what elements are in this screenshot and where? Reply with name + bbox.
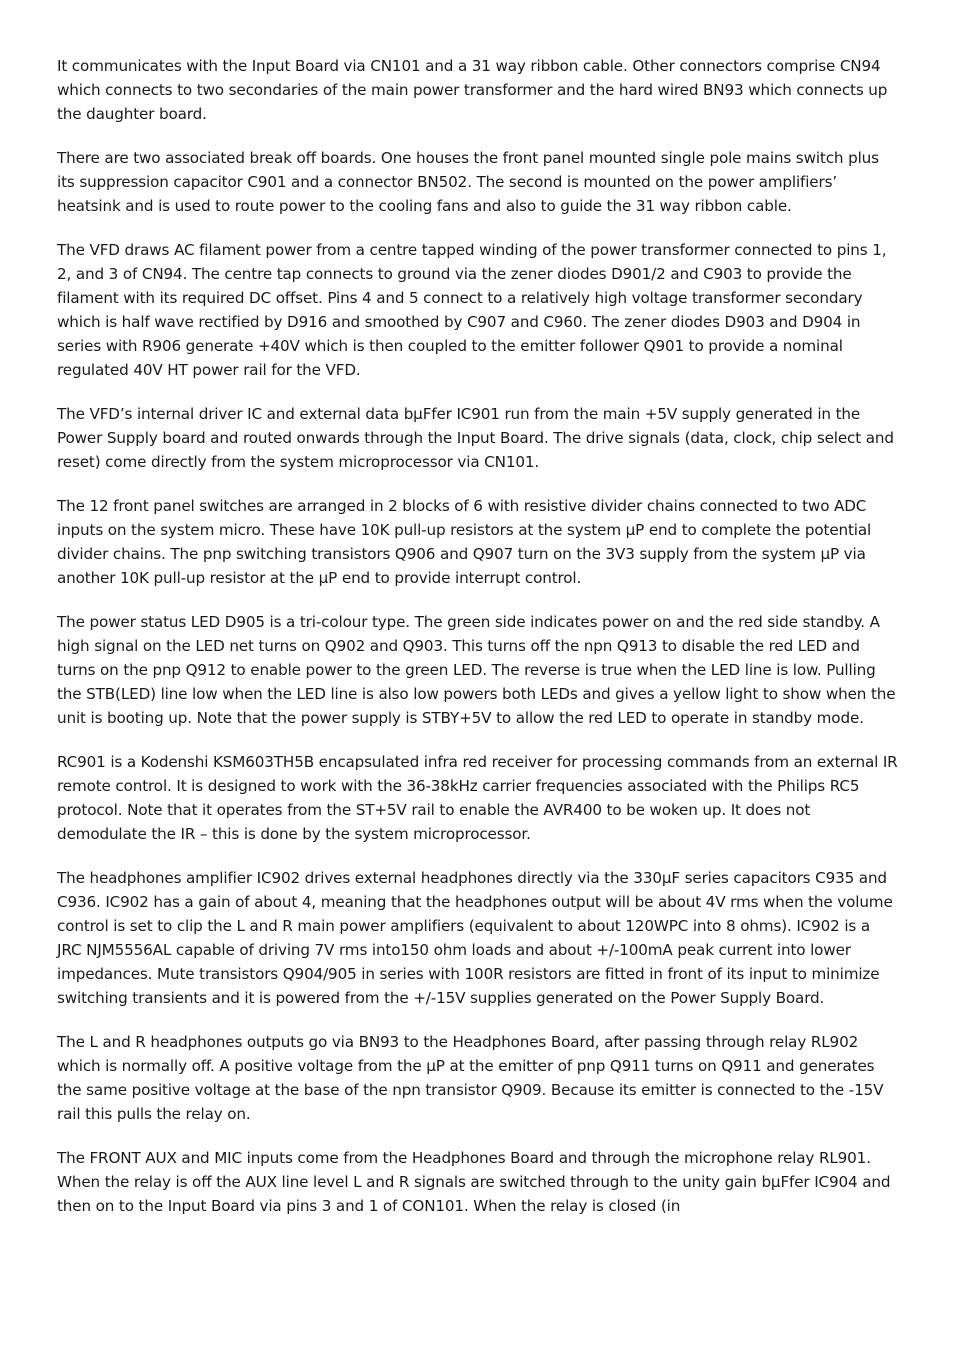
paragraph-headphones-relay: The L and R headphones outputs go via BN93 to the Headphones Board, after passing through relay RL902 which is normally off. A positive voltage from the µP at the emitter of pnp Q911 turns on Q911 and generates the same positive voltage at the base of the npn transistor Q909. Because its emitter is connected to the -15V rail this pulls the relay on. xyxy=(57,1032,884,1124)
paragraph-power-status-led: The power status LED D905 is a tri-colour type. The green side indicates power on and the red side standby. A high signal on the LED net turns on Q902 and Q903. This turns off the npn Q913 to disable the red LED and turns on the pnp Q912 to enable power to the green LED. The reverse is true when the LED line is low. Pulling the STB(LED) line low when the LED line is also low powers both LEDs and gives a yellow light to show when the unit is booting up. Note that the power supply is STBY+5V to allow the red LED to operate in standby mode. xyxy=(57,612,896,728)
paragraph-break-off-boards: There are two associated break off boards. One houses the front panel mounted single pole mains switch plus its suppression capacitor C901 and a connector BN502. The second is mounted on the power amplifiers’ heatsink and is used to route power to the cooling fans and also to guide the 31 way ribbon cable. xyxy=(57,148,879,216)
paragraph-front-aux-mic: The FRONT AUX and MIC inputs come from the Headphones Board and through the microphone relay RL901. When the relay is off the AUX line level L and R signals are switched through to the unity gain bµFfer IC904 and then on to the Input Board via pins 3 and 1 of CON101. When the relay is closed (in xyxy=(57,1148,891,1216)
paragraph-vfd-filament-power: The VFD draws AC filament power from a centre tapped winding of the power transformer connected to pins 1, 2, and 3 of CN94. The centre tap connects to ground via the zener diodes D901/2 and C903 to provide the filament with its required DC offset. Pins 4 and 5 connect to a relatively high voltage transformer secondary which is half wave rectified by D916 and smoothed by C907 and C960. The zener diodes D903 and D904 in series with R906 generate +40V which is then coupled to the emitter follower Q901 to provide a nominal regulated 40V HT power rail for the VFD. xyxy=(57,240,887,380)
paragraph-cn101-connectors: It communicates with the Input Board via CN101 and a 31 way ribbon cable. Other connectors comprise CN94 which connects to two secondaries of the main power transformer and the hard wired BN93 which connects up the daughter board. xyxy=(57,57,888,124)
paragraph-headphones-amplifier: The headphones amplifier IC902 drives external headphones directly via the 330µF series capacitors C935 and C936. IC902 has a gain of about 4, meaning that the headphones output will be about 4V rms when the volume control is set to clip the L and R main power amplifiers (equivalent to about 120WPC into 8 ohms). IC902 is a JRC NJM5556AL capable of driving 7V rms into150 ohm loads and about +/-100mA peak current into lower impedances. Mute transistors Q904/905 in series with 100R resistors are fitted in front of its input to minimize switching transients and it is powered from the +/-15V supplies generated on the Power Supply Board. xyxy=(57,868,893,1008)
document-page xyxy=(57,54,899,1238)
paragraph-ir-receiver: RC901 is a Kodenshi KSM603TH5B encapsulated infra red receiver for processing commands from an external IR remote control. It is designed to work with the 36-38kHz carrier frequencies associated with the Philips RC5 protocol. Note that it operates from the ST+5V rail to enable the AVR400 to be woken up. It does not demodulate the IR – this is done by the system microprocessor. xyxy=(57,752,898,844)
paragraph-vfd-driver: The VFD’s internal driver IC and external data bµFfer IC901 run from the main +5V supply generated in the Power Supply board and routed onwards through the Input Board. The drive signals (data, clock, chip select and reset) come directly from the system microprocessor via CN101. xyxy=(57,404,894,472)
paragraph-front-panel-switches: The 12 front panel switches are arranged in 2 blocks of 6 with resistive divider chains connected to two ADC inputs on the system micro. These have 10K pull-up resistors at the system µP end to complete the potential divider chains. The pnp switching transistors Q906 and Q907 turn on the 3V3 supply from the system µP via another 10K pull-up resistor at the µP end to provide interrupt control. xyxy=(57,496,872,588)
